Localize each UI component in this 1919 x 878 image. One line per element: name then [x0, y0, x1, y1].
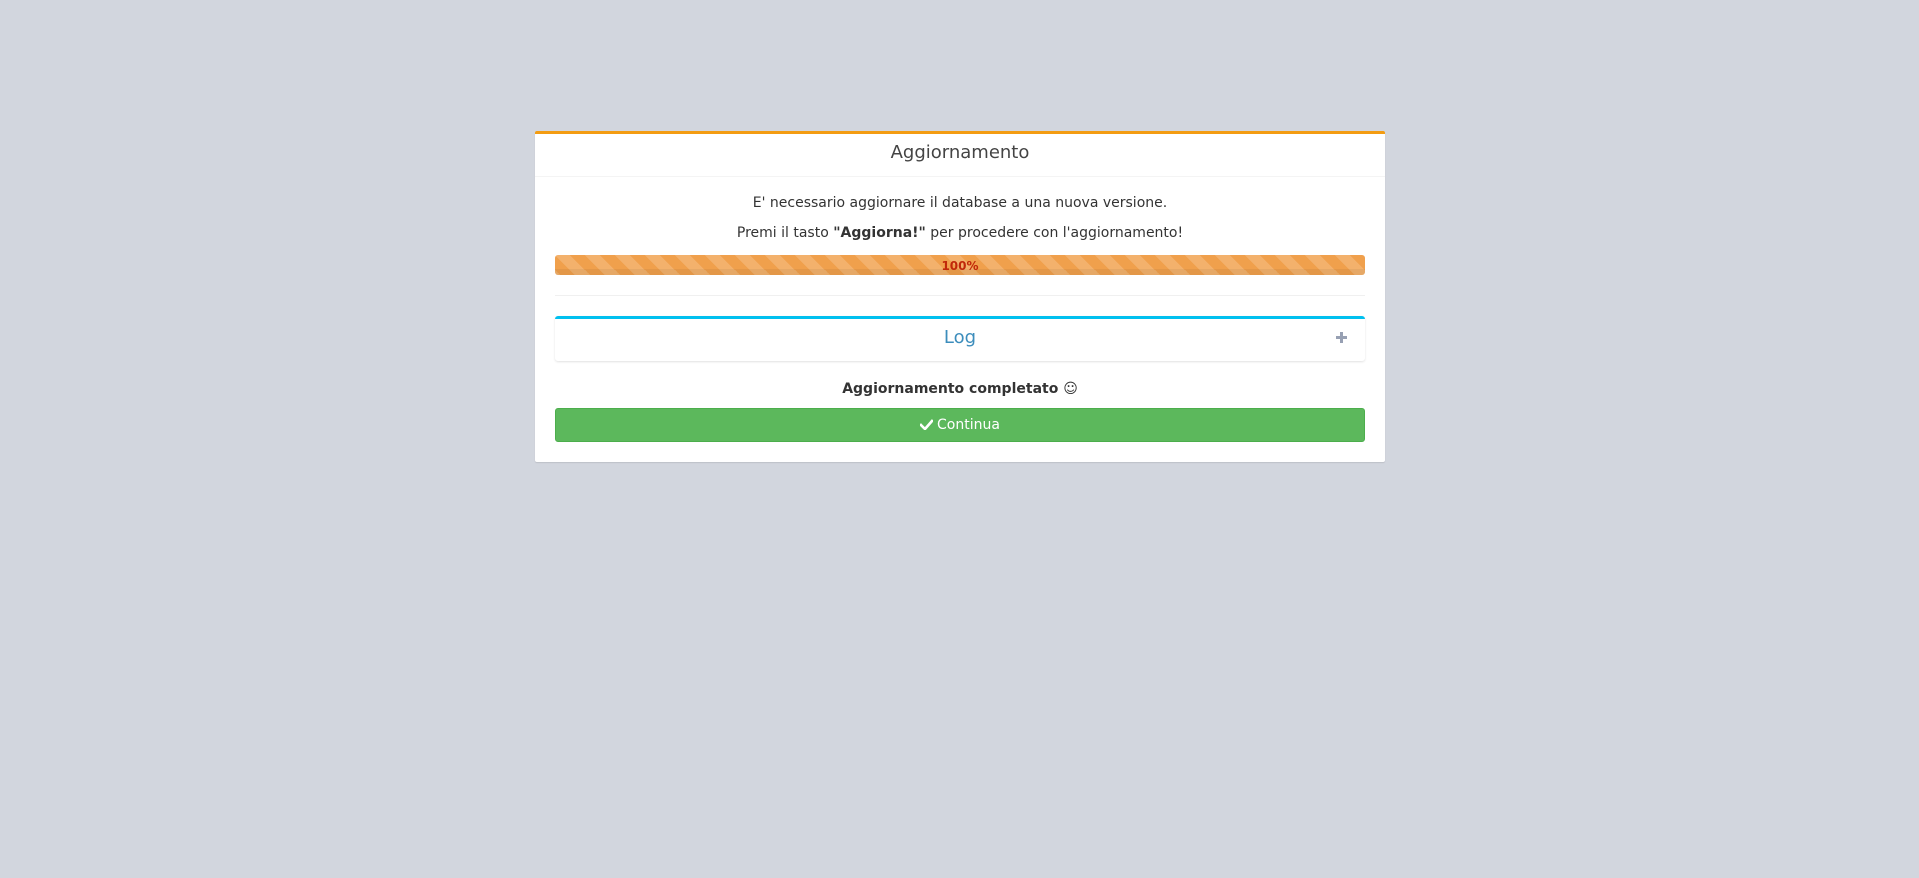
- log-panel[interactable]: [555, 316, 1365, 361]
- plus-icon[interactable]: [1336, 319, 1347, 357]
- update-instruction: [555, 225, 1365, 241]
- completion-status: Aggiornamento completato ☺: [842, 381, 1078, 397]
- dialog-body: [535, 177, 1385, 462]
- instruction-button-name: "Aggiorna!": [833, 225, 926, 241]
- instruction-suffix: per procedere con l'aggiornamento!: [925, 225, 1184, 241]
- check-icon: [920, 419, 933, 430]
- update-dialog: [535, 131, 1385, 462]
- dialog-title: Aggiornamento: [535, 134, 1385, 177]
- log-title: Log: [943, 327, 977, 348]
- continue-button[interactable]: [555, 408, 1365, 442]
- update-message: E' necessario aggiornare il database a una nuova versione.: [752, 195, 1168, 211]
- continue-label: Continua: [937, 417, 1000, 433]
- update-progress: [555, 255, 1365, 275]
- instruction-prefix: Premi il tasto: [736, 225, 834, 241]
- divider: [555, 295, 1365, 296]
- progress-label: 100%: [941, 259, 979, 273]
